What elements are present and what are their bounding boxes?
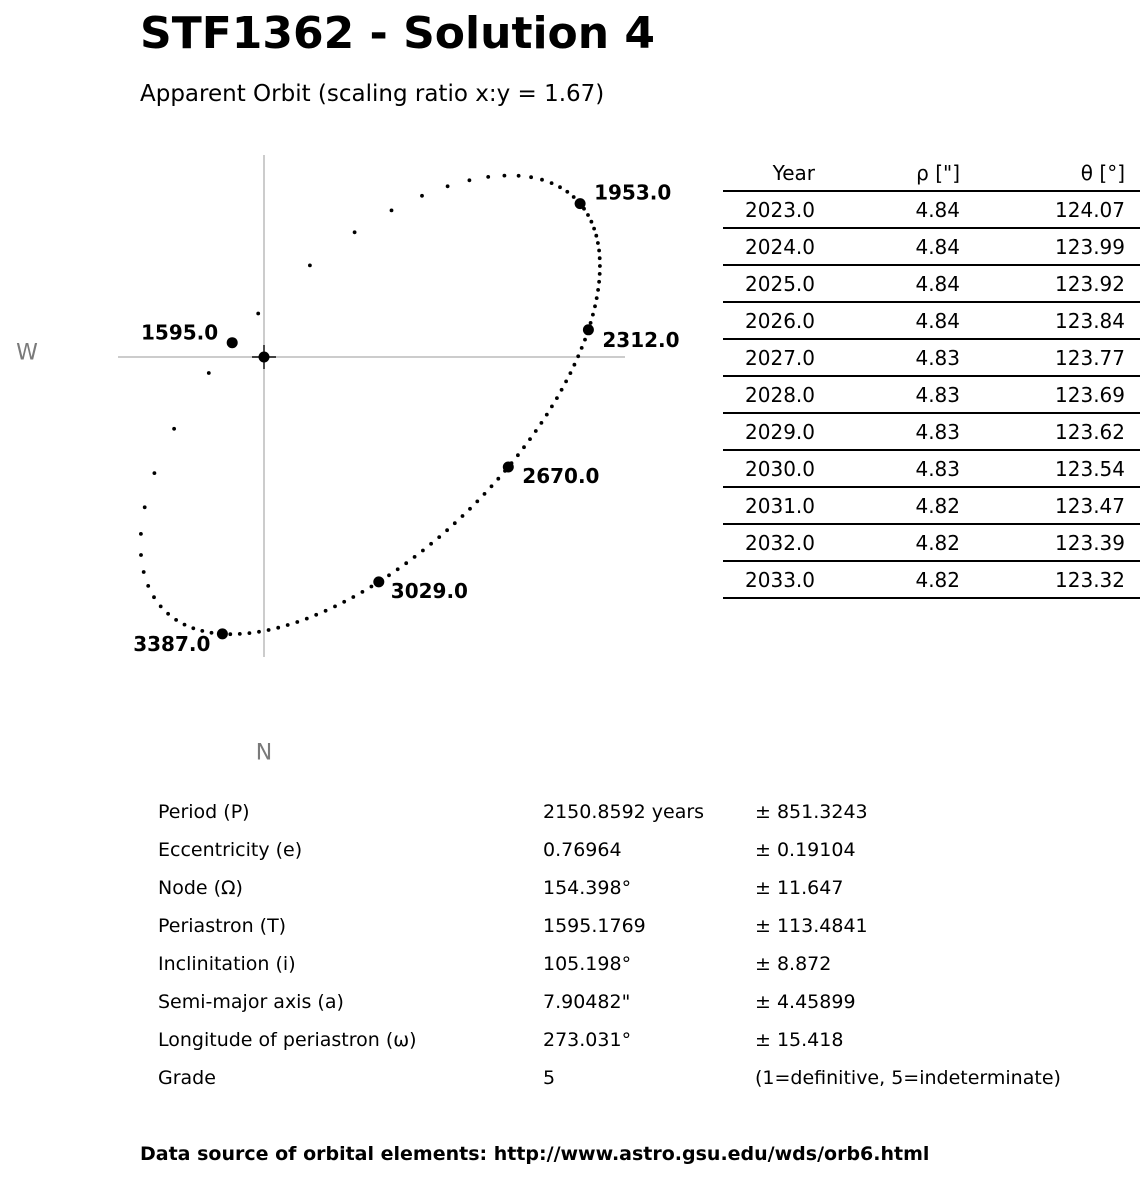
west-direction-label: W (16, 340, 38, 366)
orbit-dot (159, 605, 163, 609)
orbit-dot (564, 380, 568, 384)
orbit-dot (583, 338, 587, 342)
element-error: ± 4.45899 (755, 991, 856, 1013)
orbit-dot (597, 249, 601, 253)
orbit-dot (305, 617, 309, 621)
orbit-dot (517, 174, 521, 178)
orbit-dot (503, 174, 507, 178)
element-label: Node (Ω) (158, 877, 243, 899)
ephemeris-row (723, 524, 1140, 561)
page-subtitle: Apparent Orbit (scaling ratio x:y = 1.67) (140, 81, 605, 107)
orbit-dot (139, 553, 143, 557)
theta-cell: 123.54 (960, 450, 1140, 487)
element-value: 0.76964 (543, 839, 622, 861)
element-value: 7.90482" (543, 991, 631, 1013)
rho-cell: 4.82 (815, 561, 960, 598)
orbit-dot (580, 346, 584, 350)
element-value: 2150.8592 years (543, 801, 705, 823)
year-cell: 2030.0 (723, 450, 815, 487)
theta-cell: 123.84 (960, 302, 1140, 339)
orbit-dot (445, 528, 449, 532)
data-source-note: Data source of orbital elements: http://www.astro.gsu.edu/wds/orb6.html (140, 1143, 930, 1165)
theta-cell: 123.62 (960, 413, 1140, 450)
epoch-marker-dot (575, 198, 586, 209)
rho-cell: 4.82 (815, 487, 960, 524)
year-cell: 2026.0 (723, 302, 815, 339)
element-value: 5 (543, 1067, 556, 1089)
column-header-theta: θ [°] (960, 156, 1140, 191)
epoch-label: 2670.0 (522, 464, 600, 488)
orbit-dot (486, 175, 490, 179)
year-cell: 2023.0 (723, 191, 815, 228)
element-label: Period (P) (158, 801, 250, 823)
orbit-dot (572, 195, 576, 199)
rho-cell: 4.84 (815, 228, 960, 265)
element-error: ± 113.4841 (755, 915, 868, 937)
orbital-element-row (158, 907, 1098, 945)
orbit-dot (404, 561, 408, 565)
orbit-dot (540, 421, 544, 425)
orbit-dot (146, 584, 150, 588)
orbit-dot (257, 630, 261, 634)
orbit-dot (586, 213, 590, 217)
orbit-dot (308, 264, 312, 268)
orbit-dot (324, 609, 328, 613)
orbit-dot (238, 632, 242, 636)
orbit-dot (256, 312, 260, 316)
element-label: Semi-major axis (a) (158, 991, 344, 1013)
orbit-dot (390, 209, 394, 213)
epoch-marker-dot (503, 462, 514, 473)
orbit-dot (592, 227, 596, 231)
orbit-dot (461, 514, 465, 518)
theta-cell: 124.07 (960, 191, 1140, 228)
orbital-element-row (158, 1021, 1098, 1059)
ephemeris-row (723, 413, 1140, 450)
orbit-dot (534, 429, 538, 433)
orbit-dot (468, 507, 472, 511)
epoch-marker-dot (583, 324, 594, 335)
element-value: 1595.1769 (543, 915, 646, 937)
orbital-element-row (158, 831, 1098, 869)
orbit-dot (589, 321, 593, 325)
orbit-dot (139, 532, 143, 536)
orbital-elements-list (158, 793, 1098, 1097)
year-cell: 2033.0 (723, 561, 815, 598)
element-label: Longitude of periastron (ω) (158, 1029, 417, 1051)
theta-cell: 123.92 (960, 265, 1140, 302)
rho-cell: 4.84 (815, 191, 960, 228)
year-cell: 2024.0 (723, 228, 815, 265)
theta-cell: 123.39 (960, 524, 1140, 561)
orbit-dot (453, 521, 457, 525)
orbit-dot (593, 304, 597, 308)
orbit-dot (590, 220, 594, 224)
orbit-dot (342, 600, 346, 604)
orbit-dot (565, 190, 569, 194)
element-label: Eccentricity (e) (158, 839, 303, 861)
orbit-dot (496, 477, 500, 481)
rho-cell: 4.83 (815, 376, 960, 413)
orbit-dot (598, 272, 602, 276)
orbit-dot (555, 396, 559, 400)
ephemeris-table (723, 156, 1140, 599)
element-label: Inclinitation (i) (158, 953, 296, 975)
epoch-marker-dot (373, 576, 384, 587)
orbit-dot (475, 500, 479, 504)
orbit-dot (153, 471, 157, 475)
epoch-label: 2312.0 (602, 327, 680, 352)
orbital-element-row (158, 945, 1098, 983)
orbit-dot (576, 354, 580, 358)
orbit-dot (152, 595, 156, 599)
orbital-element-row (158, 983, 1098, 1021)
orbit-dot (333, 605, 337, 609)
orbit-dot (370, 585, 374, 589)
epoch-label: 3387.0 (133, 631, 211, 656)
orbit-dot (483, 492, 487, 496)
orbit-dot (594, 234, 598, 238)
ephemeris-row (723, 376, 1140, 413)
column-header-year: Year (723, 156, 815, 191)
ephemeris-row (723, 561, 1140, 598)
ephemeris-row (723, 228, 1140, 265)
orbit-dot (166, 612, 170, 616)
theta-cell: 123.77 (960, 339, 1140, 376)
element-error: ± 0.19104 (755, 839, 856, 861)
epoch-marker-dot (217, 628, 228, 639)
ephemeris-row (723, 191, 1140, 228)
rho-cell: 4.83 (815, 413, 960, 450)
rho-cell: 4.83 (815, 450, 960, 487)
orbit-dot (361, 590, 365, 594)
orbit-dot (314, 613, 318, 617)
orbit-dot (437, 535, 441, 539)
ephemeris-row (723, 265, 1140, 302)
element-value: 105.198° (543, 953, 632, 975)
orbital-element-row (158, 1059, 1098, 1097)
orbit-dot (413, 555, 417, 559)
theta-cell: 123.32 (960, 561, 1140, 598)
ephemeris-row (723, 339, 1140, 376)
orbit-dot (595, 296, 599, 300)
theta-cell: 123.99 (960, 228, 1140, 265)
orbit-dot (207, 371, 211, 375)
year-cell: 2028.0 (723, 376, 815, 413)
orbital-element-row (158, 869, 1098, 907)
orbit-dot (596, 288, 600, 292)
orbit-dot (351, 595, 355, 599)
orbit-dot (248, 631, 252, 635)
orbit-dot (597, 280, 601, 284)
rho-cell: 4.83 (815, 339, 960, 376)
orbit-dot (429, 542, 433, 546)
orbit-dot (396, 567, 400, 571)
orbit-dot (550, 405, 554, 409)
orbit-dot (558, 185, 562, 189)
orbit-dot (598, 264, 602, 268)
ephemeris-row (723, 302, 1140, 339)
orbit-dot (573, 363, 577, 367)
element-error: ± 8.872 (755, 953, 832, 975)
orbit-dot (420, 194, 424, 198)
orbit-dot (468, 178, 472, 182)
epoch-label: 3029.0 (390, 578, 468, 603)
orbit-dot (172, 427, 176, 431)
year-cell: 2029.0 (723, 413, 815, 450)
orbit-dot (276, 626, 280, 630)
orbit-dot (142, 570, 146, 574)
orbit-dot (529, 175, 533, 179)
ephemeris-row (723, 450, 1140, 487)
element-error: ± 11.647 (755, 877, 844, 899)
rho-cell: 4.84 (815, 265, 960, 302)
theta-cell: 123.47 (960, 487, 1140, 524)
orbit-dot (516, 453, 520, 457)
column-header-rho: ρ ["] (815, 156, 960, 191)
orbit-dot (183, 623, 187, 627)
orbit-dot (267, 628, 271, 632)
year-cell: 2031.0 (723, 487, 815, 524)
orbit-dot (295, 620, 299, 624)
year-cell: 2027.0 (723, 339, 815, 376)
element-label: Grade (158, 1067, 216, 1089)
element-label: Periastron (T) (158, 915, 287, 937)
orbit-dot (550, 181, 554, 185)
year-cell: 2025.0 (723, 265, 815, 302)
element-value: 273.031° (543, 1029, 632, 1051)
orbit-dot (569, 371, 573, 375)
orbit-dot (528, 437, 532, 441)
orbit-dot (228, 632, 232, 636)
orbit-plot (0, 0, 700, 780)
north-direction-label: N (255, 740, 273, 766)
orbit-dot (353, 230, 357, 234)
theta-cell: 123.69 (960, 376, 1140, 413)
orbit-dot (421, 549, 425, 553)
rho-cell: 4.82 (815, 524, 960, 561)
orbit-dot (191, 626, 195, 630)
epoch-label: 1595.0 (141, 320, 219, 345)
year-cell: 2032.0 (723, 524, 815, 561)
orbit-dot (560, 388, 564, 392)
orbit-dot (387, 573, 391, 577)
orbit-dot (545, 413, 549, 417)
orbit-dot (174, 618, 178, 622)
orbit-dot (522, 445, 526, 449)
ephemeris-row (723, 487, 1140, 524)
orbit-dot (596, 241, 600, 245)
rho-cell: 4.84 (815, 302, 960, 339)
epoch-marker-dot (227, 337, 238, 348)
primary-star-marker (259, 352, 270, 363)
orbit-dot (591, 313, 595, 317)
element-error: ± 15.418 (755, 1029, 844, 1051)
orbit-dot (286, 623, 290, 627)
orbit-dot (490, 484, 494, 488)
element-value: 154.398° (543, 877, 632, 899)
page-title: STF1362 - Solution 4 (140, 8, 656, 59)
epoch-label: 1953.0 (594, 180, 672, 205)
orbit-dot (143, 505, 147, 509)
orbit-dot (446, 184, 450, 188)
orbit-dot (540, 178, 544, 182)
orbit-dot (598, 256, 602, 260)
element-error: ± 851.3243 (755, 801, 868, 823)
ephemeris-header-row (723, 156, 1140, 191)
orbital-element-row (158, 793, 1098, 831)
element-error: (1=definitive, 5=indeterminate) (755, 1067, 1061, 1089)
